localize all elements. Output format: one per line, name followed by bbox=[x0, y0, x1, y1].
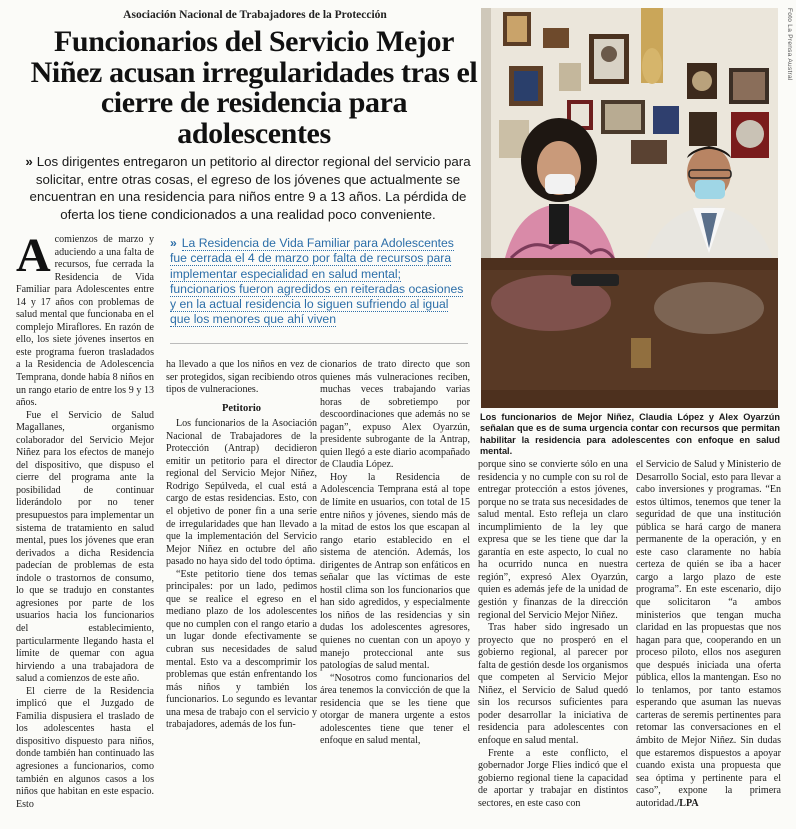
article-photo bbox=[481, 8, 778, 408]
col4-paragraph: porque sino se convierte sólo en una residencia y no cumple con su rol de entregar protección a estos jóvenes, porque no se trata sus necesidades de salud mental. Esto refleja un claro incumplimiento de la ley que expresa que se les tiene que dar la garantía en este aspecto, lo cual no ha ocurrido nunca en nuestra región”, expresó Alex Oyarzún, quien es además jefe de la unidad de gestión y finanzas de la dirección regional del Servicio Mejor Niñez. bbox=[478, 459, 628, 621]
col5-paragraph bbox=[636, 459, 781, 810]
article-kicker: Asociación Nacional de Trabajadores de la Protección bbox=[123, 9, 387, 21]
column-1 bbox=[16, 229, 154, 811]
column-2 bbox=[166, 359, 317, 732]
pull-quote bbox=[170, 236, 470, 328]
pullquote-divider bbox=[170, 343, 468, 344]
column-4 bbox=[478, 459, 628, 810]
column-5 bbox=[636, 459, 781, 810]
drop-cap: A bbox=[16, 229, 51, 282]
column-3 bbox=[320, 359, 470, 748]
col5-text: el Servicio de Salud y Ministerio de Desarrollo Social, esto para llevar a cabo inversiones y programas. “En estos últimos, tenemos que tener la seguridad de que una institución pública se hará cargo de manera permanente de la operación, y en este caso claramente no había certeza de quién se iba a hacer cargo a largo plazo de este programa”. En este escenario, dijo que solicitaron “a ambos ministerios que tengan mucha claridad en las propuestas que nos hagan para que, cooperando en un proceso piloto, ellos nos aseguren que después iniciada una oferta pública, ellos la mantengan. Eso no lo tenlamos, por tanto estamos esperando que asuman las nuevas carteras de seremis pertinentes para retomar las conversaciones en el ámbito de Mejor Niñez. Sin dudas que estaremos dispuestos a apoyar cuando exista una propuesta que sea óptima y pertinente para el caso”, expone la primera autoridad. bbox=[636, 459, 781, 809]
col1-paragraph: Fue el Servicio de Salud Magallanes, organismo colaborador del Servicio Mejor Niñez para los efectos de manejo del dispositivo, que dispuso el cierre del programa ante la posibilidad de continuar liderándolo por no tener presupuestos para implementar un sistema de tratamiento en salud mental, pues los jóvenes que eran derivados a dicha Residencia padecían de problemas de esta índole o trastornos de consumo, lo que se tradujo en constantes agresiones por parte de los usuarios hacia los funcionarios del establecimiento, particularmente llegando hasta el límite de quemar con agua hirviendo a una trabajadora de salud a comienzos de este año. bbox=[16, 409, 154, 685]
col4-paragraph: Frente a este conflicto, el gobernador Jorge Flies indicó que el gobierno regional tiene la capacidad de aportar y trabajar en distintos sectores, en este caso con bbox=[478, 747, 628, 809]
col2-paragraph: Los funcionarios de la Asociación Nacional de Trabajadores de la Protección (Antrap) decidieron emitir un petitorio para el director regional del Servicio Mejor Niñez, Rodrigo Sepúlveda, el cual está a cargo de estas residencias. Esto, con el objetivo de poner fin a una serie de irregularidades que han llevado a que la implementación del Servicio Mejor Niñez en octubre del año pasado no haya sido del todo óptima. bbox=[166, 418, 317, 568]
article-signoff: /LPA bbox=[676, 797, 699, 809]
col4-paragraph: Tras haber sido ingresado un proyecto que no prosperó en el gobierno regional, al parecer por falta de gestión desde los organismos que competen al Servicio Mejor Niñez, el Servicio de Salud quedó sin los recursos suficientes para poder desarrollar la iniciativa de residencia para adolescentes con enfoque en salud mental. bbox=[478, 622, 628, 747]
col1-paragraph: El cierre de la Residencia implicó que el Juzgado de Familia dispusiera el traslado de los adolescentes hasta el dispositivo dispuesto para niños, donde también han continuado las agresiones a funcionarios, como también en algunos casos a los niños que habitan en este espacio. Esto bbox=[16, 685, 154, 810]
col3-paragraph: “Nosotros como funcionarios del área tenemos la convicción de que la residencia que se les tiene que otorgar de manera urgente a estos adolescentes tiene que tener el enfoque en salud mental, bbox=[320, 672, 470, 747]
photo-credit: Foto La Prensa Austral bbox=[786, 8, 793, 81]
lead-text: Los dirigentes entregaron un petitorio al director regional del servicio para solicitar, entre otras cosas, el egreso de los jóvenes que actualmente se encuentran en una residencia para niños entre 9 a 13 años. La pérdida de oferta los tiene condicionados a una realidad poco conveniente. bbox=[29, 154, 471, 222]
office-photo-illustration bbox=[481, 8, 778, 408]
pullquote-text: La Residencia de Vida Familiar para Adolescentes fue cerrada el 4 de marzo por falta de recursos para implementar especialidad en salud mental; funcionarios fueron agredidos en reiteradas ocasiones y en la actual residencia lo siguen sufriendo al igual que los menores que ahí viven bbox=[170, 236, 464, 327]
col3-paragraph: cionarios de trato directo que son quienes más vulneraciones reciben, muchas veces trabajando varias horas de sobretiempo por descoordinaciones que además no se pagan”, expuso Alex Oyarzún, presidente subrogante de la Antrap, quien llegó a este diario acompañado de Claudia López. bbox=[320, 359, 470, 471]
headline: Funcionarios del Servicio Mejor Niñez acusan irregularidades tras el cierre de residencia para adolescentes bbox=[30, 25, 478, 150]
col1-paragraph: comienzos de marzo y aduciendo a una falta de recursos, fue cerrada la Residencia de Vida Familiar para Adolescentes entre 14 y 17 años con problemas de salud mental que funcionaba en el complejo Miraflores. En razón de ello, los siete jóvenes insertos en este programa fueron trasladados a la Residencia de Adolescencia Temprana, donde había 8 niños en un rango etario de entre los 9 y 13 años. bbox=[16, 234, 154, 409]
pullquote-marker-icon: » bbox=[170, 236, 177, 250]
photo-caption: Los funcionarios de Mejor Niñez, Claudia López y Alex Oyarzún señalan que es de suma urgencia contar con recursos que permitan habilitar la residencia para adolescentes con enfoque en salud mental. bbox=[480, 412, 780, 456]
col2-paragraph: “Este petitorio tiene dos temas principales: por un lado, pedimos que se realice el egreso en el mediano plazo de los adolescentes que no cumplen con el rango etario a un lugar donde efectivamente se cubran sus necesidades de salud mental. Esto va a descomprimir los problemas que están enfrentando los más niños y también los funcionarios. Lo segundo es levantar una mesa de trabajo con el servicio y trabajadores, además de los fun- bbox=[166, 568, 317, 731]
lead-paragraph bbox=[18, 153, 478, 223]
col2-paragraph: ha llevado a que los niños en vez de ser protegidos, sigan recibiendo otros tipos de vulneraciones. bbox=[166, 359, 317, 396]
col3-paragraph: Hoy la Residencia de Adolescencia Temprana está al tope de límite en usuarios, con total de 15 entre niños y jóvenes, siendo más de la mitad de estos los que escapan al rango etario establecido en el sistema de atención. Además, los dirigentes de Antrap son enfáticos en señalar que las víctimas de este hostil clima son los funcionarios que han sido agredidos, y especialmente los niños de las residencias y sin dudas los adolescentes agresores, quienes no cuentan con un apoyo y manejo proteccional ante sus patologías de salud mental. bbox=[320, 471, 470, 672]
subhead-petitorio: Petitorio bbox=[221, 402, 262, 414]
lead-marker-icon: » bbox=[25, 154, 33, 169]
